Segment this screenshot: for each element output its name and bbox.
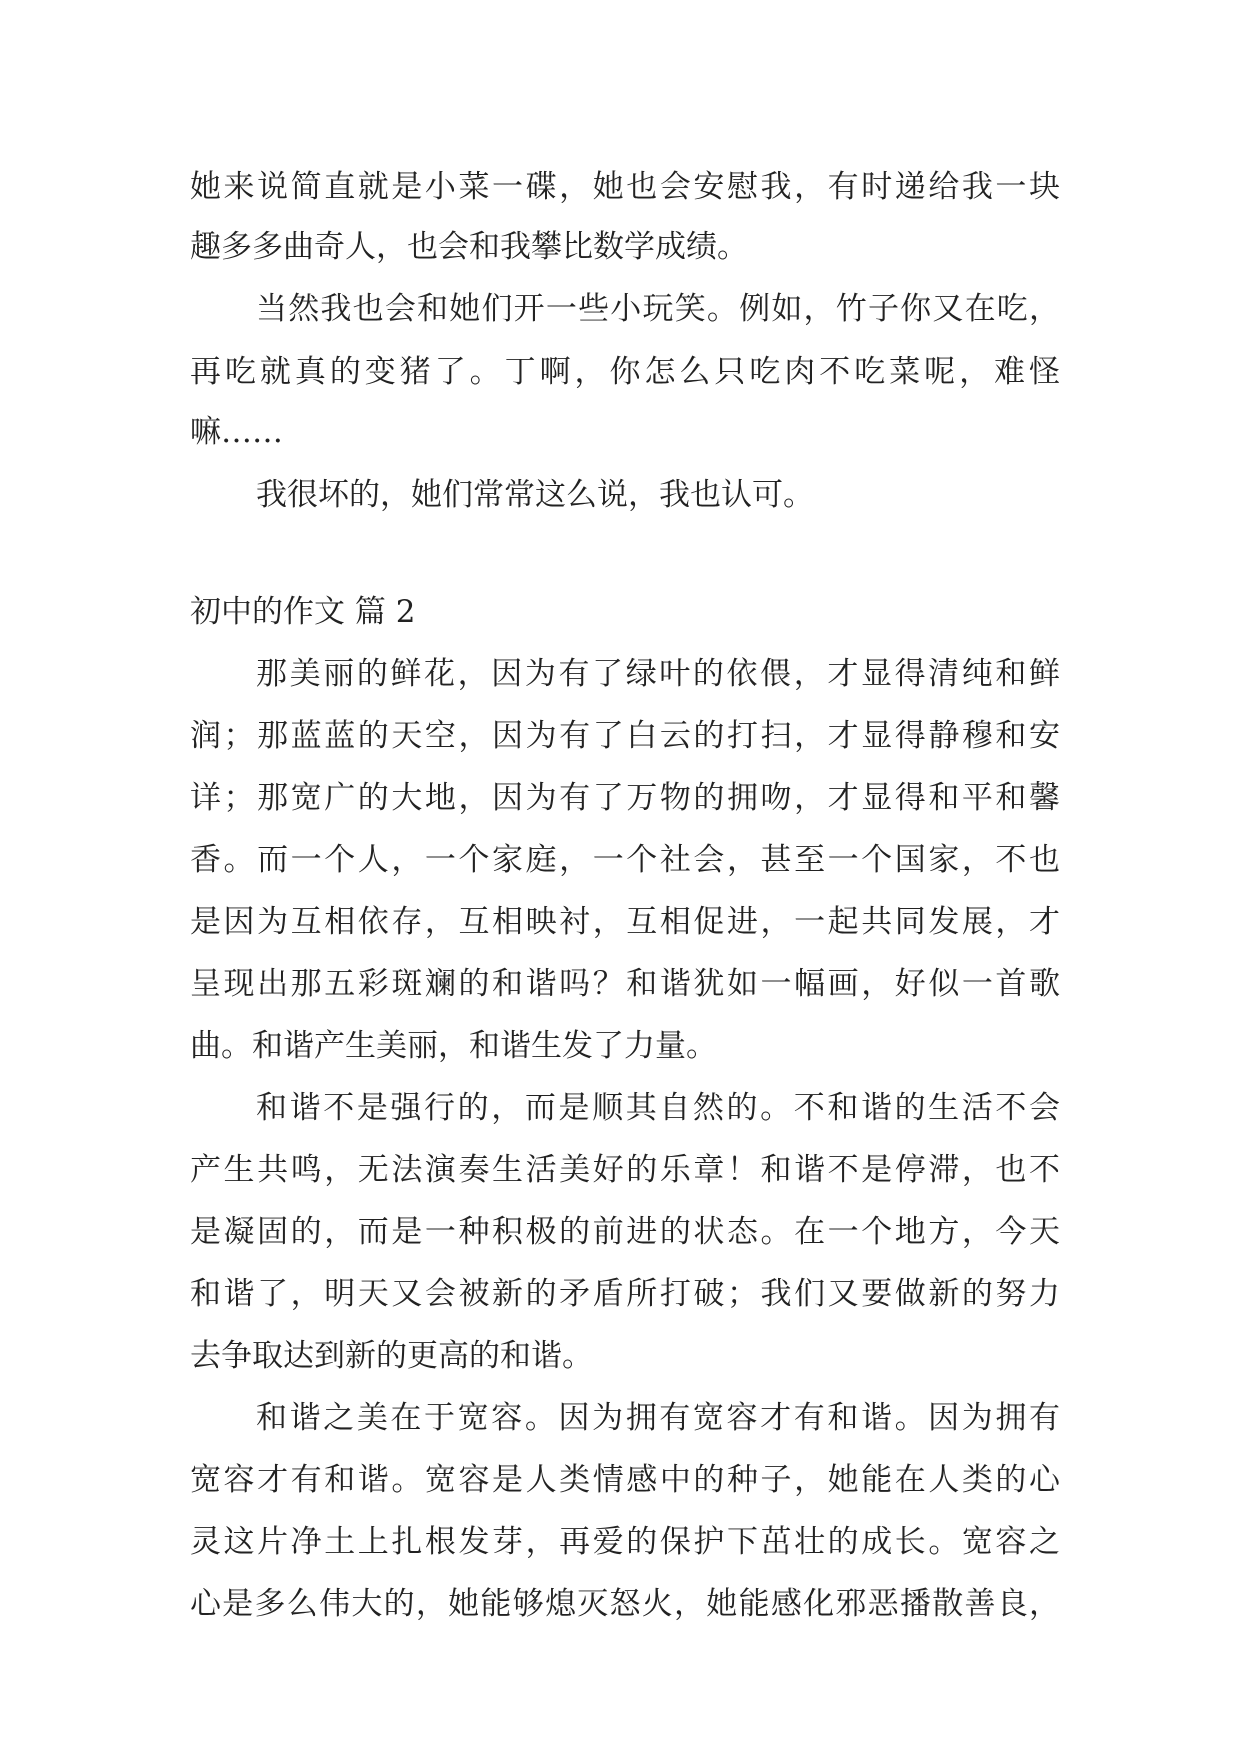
text-line: 呈现出那五彩斑斓的和谐吗？和谐犹如一幅画，好似一首歌	[190, 966, 1060, 1002]
text-line: 润；那蓝蓝的天空，因为有了白云的打扫，才显得静穆和安	[190, 718, 1060, 754]
text-line: 香。而一个人，一个家庭，一个社会，甚至一个国家，不也	[190, 842, 1060, 878]
text-line: 和谐之美在于宽容。因为拥有宽容才有和谐。因为拥有	[256, 1400, 1060, 1436]
text-line: 趣多多曲奇人，也会和我攀比数学成绩。	[190, 229, 748, 265]
text-line: 是因为互相依存，互相映衬，互相促进，一起共同发展，才	[190, 904, 1060, 940]
text-line: 心是多么伟大的，她能够熄灭怒火，她能感化邪恶播散善良，	[190, 1586, 1060, 1622]
section-heading: 初中的作文 篇 2	[190, 594, 416, 630]
text-line: 灵这片净土上扎根发芽，再爱的保护下茁壮的成长。宽容之	[190, 1524, 1060, 1560]
text-line: 是凝固的，而是一种积极的前进的状态。在一个地方，今天	[190, 1214, 1060, 1250]
text-line: 那美丽的鲜花，因为有了绿叶的依偎，才显得清纯和鲜	[256, 656, 1060, 692]
text-line: 和谐不是强行的，而是顺其自然的。不和谐的生活不会	[256, 1090, 1060, 1126]
text-line: 嘛……	[190, 414, 283, 450]
text-line: 去争取达到新的更高的和谐。	[190, 1338, 593, 1374]
text-line: 和谐了，明天又会被新的矛盾所打破；我们又要做新的努力	[190, 1276, 1060, 1312]
text-line: 当然我也会和她们开一些小玩笑。例如，竹子你又在吃，	[256, 291, 1060, 327]
text-line: 详；那宽广的大地，因为有了万物的拥吻，才显得和平和馨	[190, 780, 1060, 816]
text-line: 再吃就真的变猪了。丁啊，你怎么只吃肉不吃菜呢，难怪	[190, 354, 1060, 390]
text-line: 产生共鸣，无法演奏生活美好的乐章！和谐不是停滞，也不	[190, 1152, 1060, 1188]
text-line: 我很坏的，她们常常这么说，我也认可。	[256, 477, 814, 513]
text-line: 她来说简直就是小菜一碟，她也会安慰我，有时递给我一块	[190, 169, 1060, 205]
text-line: 曲。和谐产生美丽，和谐生发了力量。	[190, 1028, 717, 1064]
text-line: 宽容才有和谐。宽容是人类情感中的种子，她能在人类的心	[190, 1462, 1060, 1498]
